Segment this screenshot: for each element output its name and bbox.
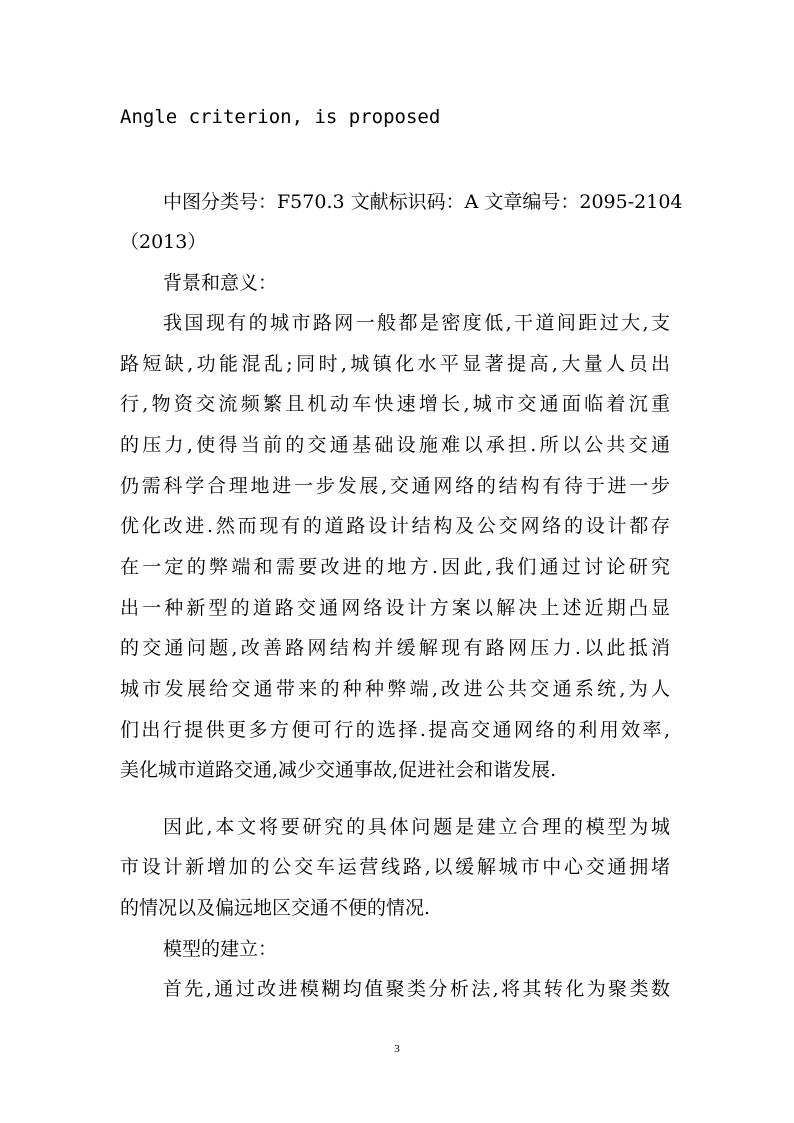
paragraph-line: 出一种新型的道路交通网络设计方案以解决上述近期凸显 [120, 597, 670, 619]
paragraph-line: 我国现有的城市路网一般都是密度低,干道间距过大,支 [163, 312, 670, 334]
paragraph-line: 路短缺,功能混乱;同时,城镇化水平显著提高,大量人员出 [120, 353, 670, 375]
paragraph-line: 因此,本文将要研究的具体问题是建立合理的模型为城 [163, 816, 670, 838]
heading-model: 模型的建立： [163, 938, 278, 960]
paragraph-line: 在一定的弊端和需要改进的地方.因此,我们通过讨论研究 [120, 556, 670, 578]
paragraph-line: 仍需科学合理地进一步发展,交通网络的结构有待于进一步 [120, 475, 670, 497]
page-number: 3 [394, 1043, 400, 1055]
paragraph-line: 的情况以及偏远地区交通不便的情况. [120, 897, 431, 919]
heading-background: 背景和意义： [163, 272, 278, 294]
paragraph-line: 市设计新增加的公交车运营线路,以缓解城市中心交通拥堵 [120, 856, 670, 878]
paragraph-line: 城市发展给交通带来的种种弊端,改进公共交通系统,为人 [120, 678, 670, 700]
paragraph-line: 行,物资交流频繁且机动车快速增长,城市交通面临着沉重 [120, 393, 670, 415]
paragraph-line: 美化城市道路交通,减少交通事故,促进社会和谐发展. [120, 759, 557, 781]
paragraph-line: 的压力,使得当前的交通基础设施难以承担.所以公共交通 [120, 434, 670, 456]
paragraph-line: 们出行提供更多方便可行的选择.提高交通网络的利用效率, [120, 719, 670, 741]
paragraph-line: 的交通问题,改善路网结构并缓解现有路网压力.以此抵消 [120, 637, 670, 659]
paragraph-line: 首先,通过改进模糊均值聚类分析法,将其转化为聚类数 [163, 978, 670, 1000]
classification-line-2: （2013） [120, 231, 207, 253]
abstract-tail: Angle criterion, is proposed [120, 106, 441, 128]
classification-line-1: 中图分类号：F570.3 文献标识码：A 文章编号：2095-2104 [163, 191, 683, 213]
paragraph-line: 优化改进.然而现有的道路设计结构及公交网络的设计都存 [120, 515, 670, 537]
